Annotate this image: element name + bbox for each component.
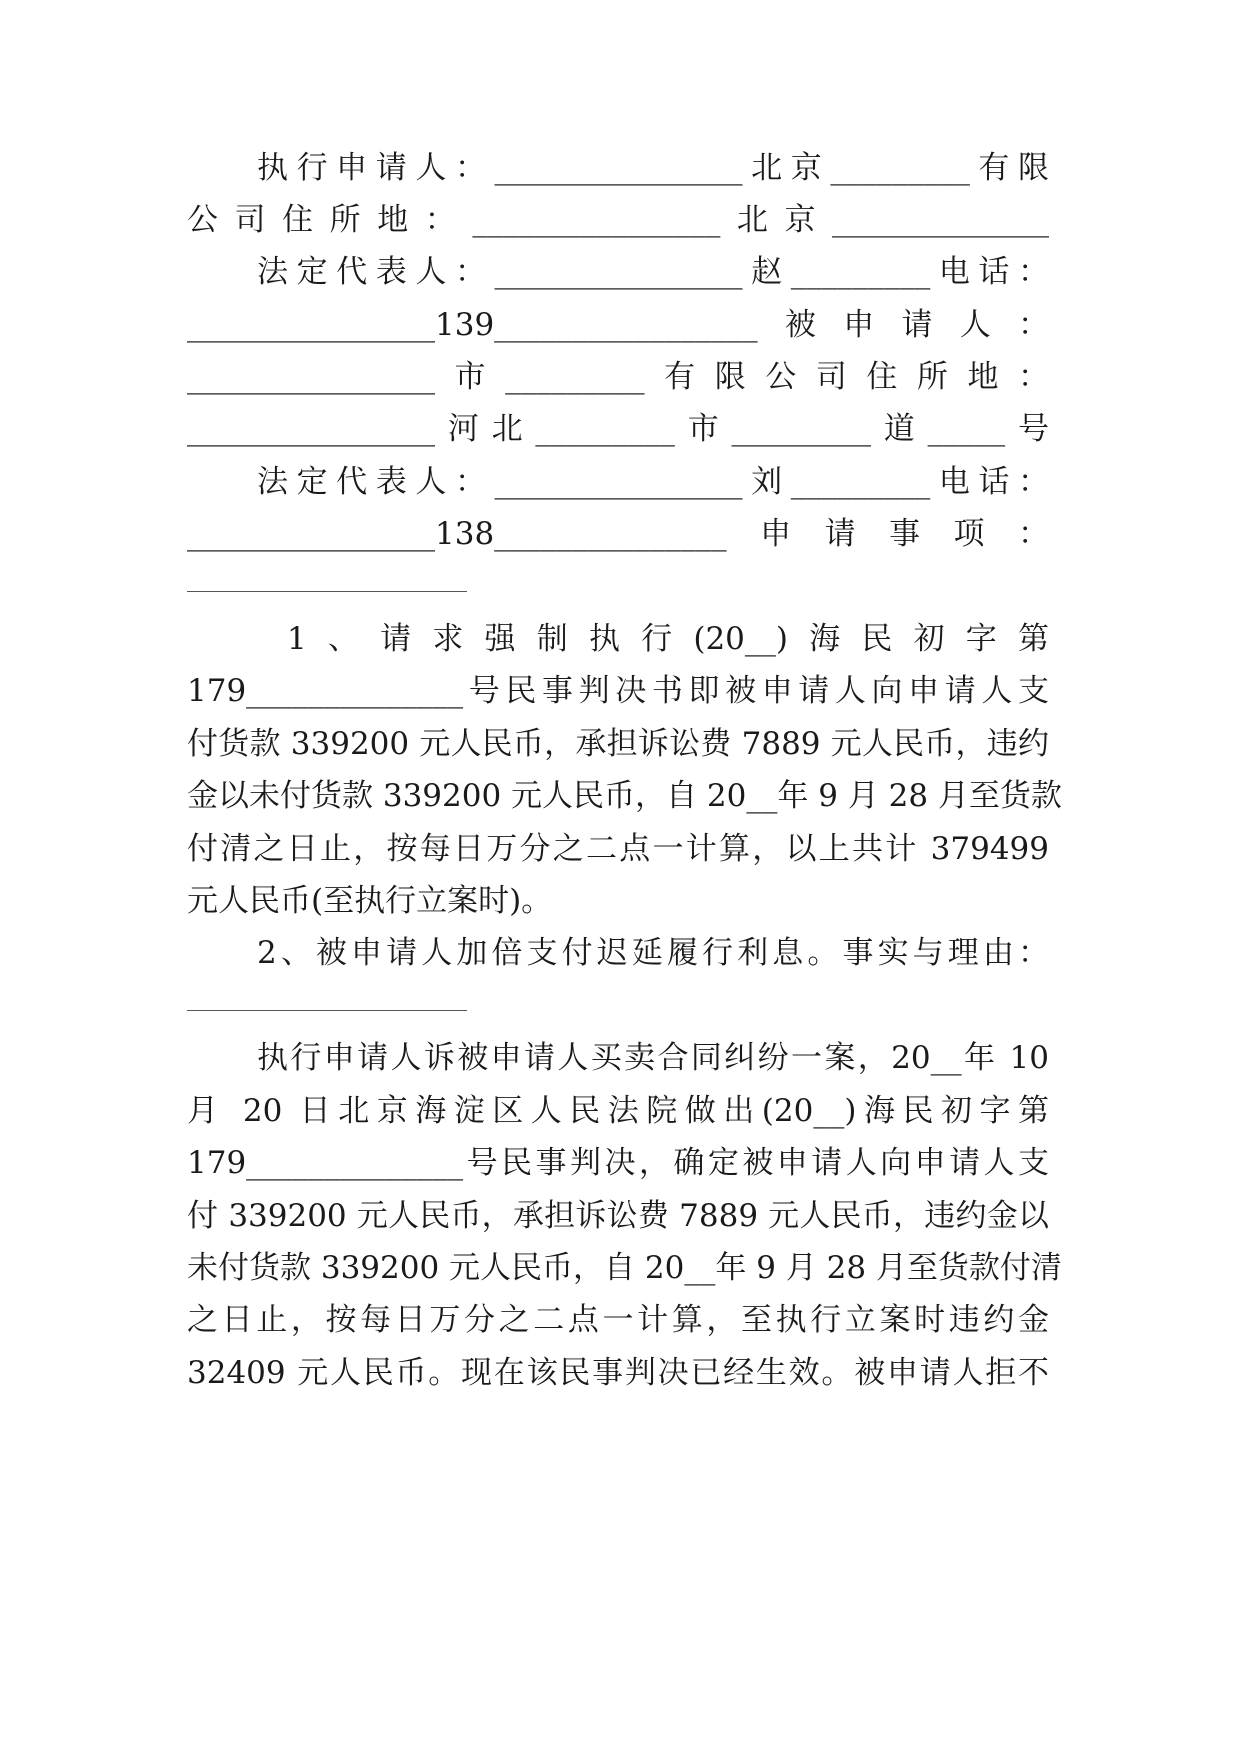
text-line: 执行申请人：________________北京_________有限	[257, 150, 1049, 186]
text-line: ________________市_________有限公司住所地：	[187, 359, 1049, 395]
text-line: 179______________号民事判决，确定被申请人向申请人支	[187, 1145, 1049, 1181]
text-line: 执行申请人诉被申请人买卖合同纠纷一案，20__年 10	[257, 1040, 1049, 1076]
text-line: 2、被申请人加倍支付迟延履行利息。事实与理由：	[257, 935, 1049, 971]
text-line: 公司住所地：________________北京______________	[187, 202, 1049, 238]
text-line: 未付货款 339200 元人民币，自 20__年 9 月 28 月至货款付清	[187, 1250, 1062, 1286]
text-line: 1、请求强制执行(20__)海民初字第	[287, 621, 1049, 657]
text-line: 法定代表人：________________赵_________电话：	[257, 254, 1049, 290]
text-line: 付 339200 元人民币，承担诉讼费 7889 元人民币，违约金以	[187, 1198, 1049, 1234]
blank-line	[187, 1010, 467, 1011]
text-line: 月 20 日北京海淀区人民法院做出(20__)海民初字第	[187, 1093, 1049, 1129]
text-line: ________________138_______________申请事项：	[187, 516, 1049, 552]
text-line: ________________河北_________市_________道_____号	[187, 411, 1049, 447]
text-line: 32409 元人民币。现在该民事判决已经生效。被申请人拒不	[187, 1355, 1049, 1391]
text-line: 付清之日止，按每日万分之二点一计算，以上共计 379499	[187, 831, 1049, 867]
text-line: 金以未付货款 339200 元人民币，自 20__年 9 月 28 月至货款	[187, 778, 1062, 814]
text-line: 之日止，按每日万分之二点一计算，至执行立案时违约金	[187, 1302, 1049, 1338]
text-line: 付货款 339200 元人民币，承担诉讼费 7889 元人民币，违约	[187, 726, 1049, 762]
text-line: 元人民币(至执行立案时)。	[187, 883, 553, 919]
text-line: ________________139_________________被申请人：	[187, 307, 1049, 343]
text-line: 法定代表人：________________刘_________电话：	[257, 464, 1049, 500]
blank-line	[187, 591, 467, 592]
text-line: 179______________号民事判决书即被申请人向申请人支	[187, 673, 1049, 709]
